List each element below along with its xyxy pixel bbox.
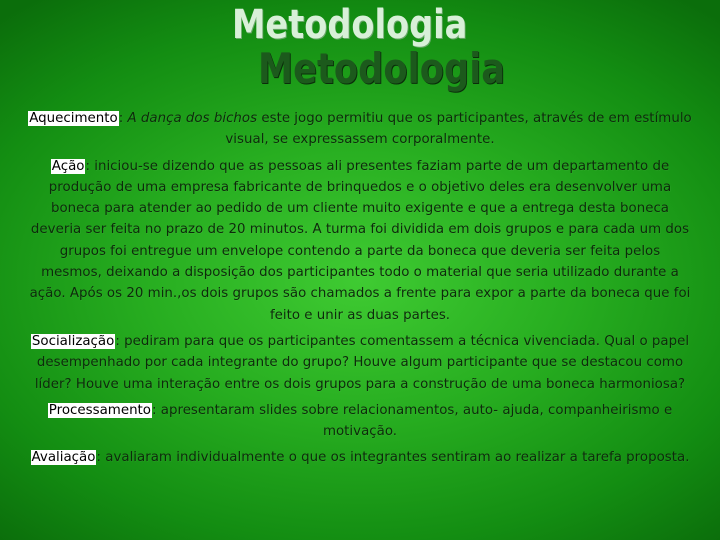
section-separator: : — [115, 333, 125, 349]
section-label: Processamento — [48, 402, 151, 418]
section-separator: : — [152, 402, 161, 418]
section-text: avaliaram individualmente o que os integrantes sentiram ao realizar a tarefa proposta. — [105, 450, 690, 466]
section-label: Aquecimento — [29, 111, 118, 126]
section-label: Socialização — [31, 333, 115, 349]
activity-name: A dança dos bichos — [127, 111, 258, 126]
section-separator: : — [118, 111, 128, 126]
section-socializacao — [28, 331, 692, 395]
section-text: pediram para que os participantes comentassem a técnica vivenciada. Qual o papel desempenhado por cada integrante do grupo? Houve algum participante que se destacou como líder? Houve uma interação entre os dois grupos para a construção de uma boneca harmoniosa? — [34, 333, 690, 392]
title-block — [0, 0, 720, 100]
section-text: iniciou-se dizendo que as pessoas ali presentes faziam parte de um departamento de produção de uma empresa fabricante de brinquedos e o objetivo deles era desenvolver uma boneca para atender ao pedido de um cliente muito exigente e que a entrega desta boneca deveria ser feita no prazo de 20 minutos. A turma foi dividida em dois grupos e para cada um dos grupos foi entregue um envelope contendo a parte da boneca que deveria ser feita pelos mesmos, deixando a disposição dos participantes todo o material que seria utilizado durante a ação. Após os 20 min.,os dois grupos são chamados a frente para expor a parte da boneca que foi feito e unir as duas partes. — [29, 158, 691, 323]
section-processamento — [28, 400, 692, 443]
section-avaliacao — [28, 447, 692, 468]
section-acao — [28, 156, 692, 326]
slide-title-shadow: Metodologia — [232, 2, 468, 48]
section-separator: : — [96, 450, 106, 466]
section-text: este jogo permitiu que os participantes, através de em estímulo visual, se expressassem corporalmente. — [225, 111, 692, 148]
section-label: Avaliação — [31, 450, 96, 466]
section-aquecimento — [28, 108, 692, 151]
section-label: Ação — [51, 158, 85, 174]
slide-title: Metodologia — [258, 44, 506, 93]
section-separator: : — [85, 158, 95, 174]
section-text: apresentaram slides sobre relacionamentos, auto- ajuda, companheirismo e motivação. — [160, 402, 673, 440]
slide-body — [28, 108, 692, 474]
